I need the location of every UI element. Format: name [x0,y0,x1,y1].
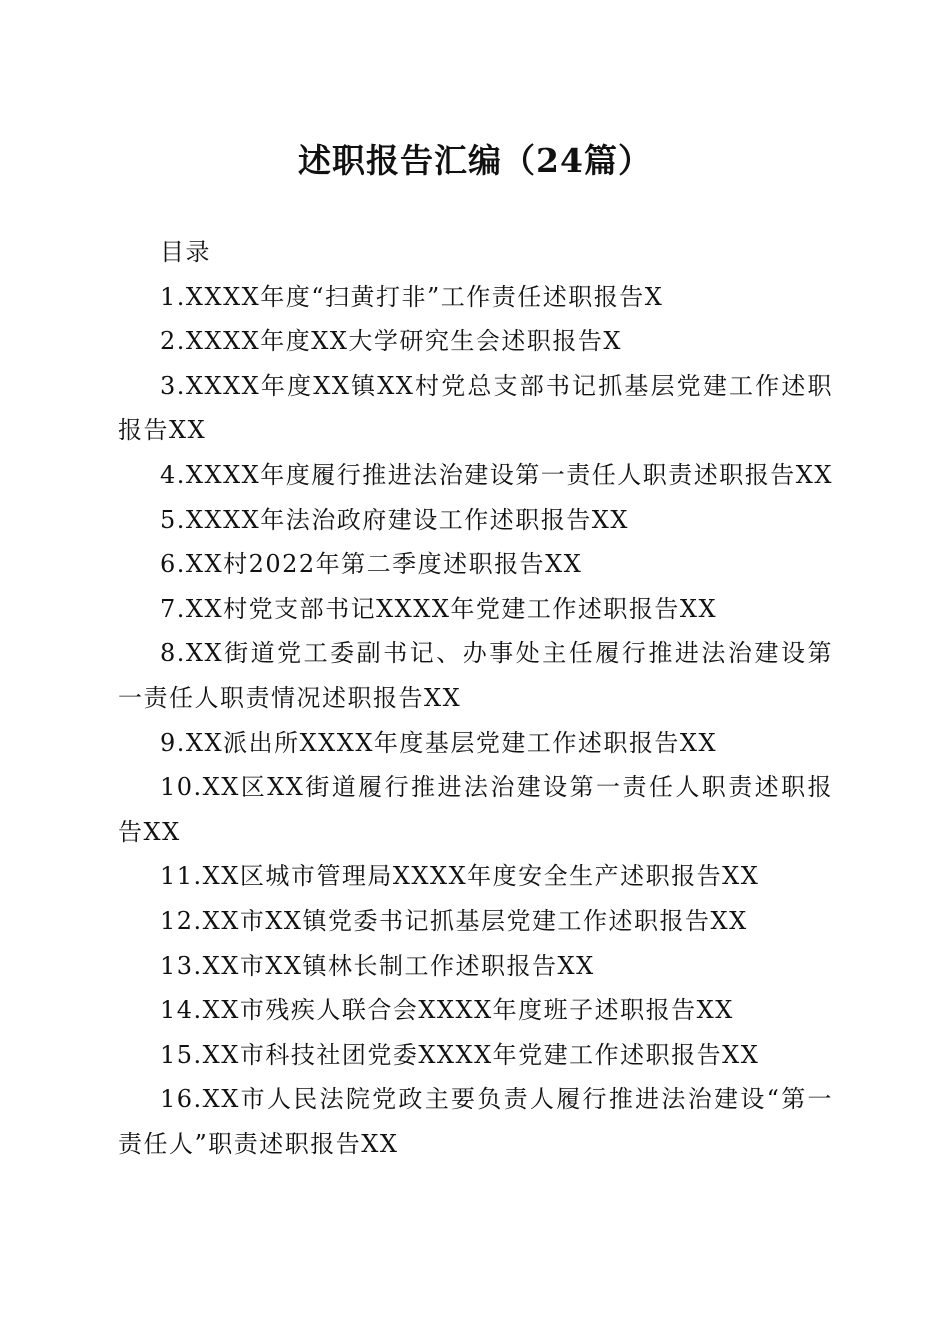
toc-item: 2.XXXX年度XX大学研究生会述职报告X [160,327,622,356]
toc-item: 12.XX市XX镇党委书记抓基层党建工作述职报告XX [160,906,748,935]
toc-item: 14.XX市残疾人联合会XXXX年度班子述职报告XX [160,996,734,1025]
toc-item: 4.XXXX年度履行推进法治建设第一责任人职责述职报告XX [160,460,833,489]
toc-item: 8.XX街道党工委副书记、办事处主任履行推进法治建设第一责任人职责情况述职报告XX [118,639,833,712]
document-title: 述职报告汇编（24篇） [298,141,652,180]
toc-item: 7.XX村党支部书记XXXX年党建工作述职报告XX [160,594,718,623]
toc-item: 3.XXXX年度XX镇XX村党总支部书记抓基层党建工作述职报告XX [118,371,833,445]
toc-item: 9.XX派出所XXXX年度基层党建工作述职报告XX [160,728,718,757]
toc-item: 11.XX区城市管理局XXXX年度安全生产述职报告XX [160,862,760,891]
toc-item: 5.XXXX年法治政府建设工作述职报告XX [160,505,629,534]
toc-item: 16.XX市人民法院党政主要负责人履行推进法治建设“第一责任人”职责述职报告XX [118,1085,833,1158]
toc-item: 15.XX市科技社团党委XXXX年党建工作述职报告XX [160,1040,760,1069]
toc-item: 6.XX村2022年第二季度述职报告XX [160,550,583,579]
toc-item: 13.XX市XX镇林长制工作述职报告XX [160,951,595,980]
toc-item: 1.XXXX年度“扫黄打非”工作责任述职报告X [160,282,664,311]
toc-item: 10.XX区XX街道履行推进法治建设第一责任人职责述职报告XX [118,773,833,846]
toc-heading: 目录 [160,238,211,266]
table-of-contents [118,230,833,1166]
